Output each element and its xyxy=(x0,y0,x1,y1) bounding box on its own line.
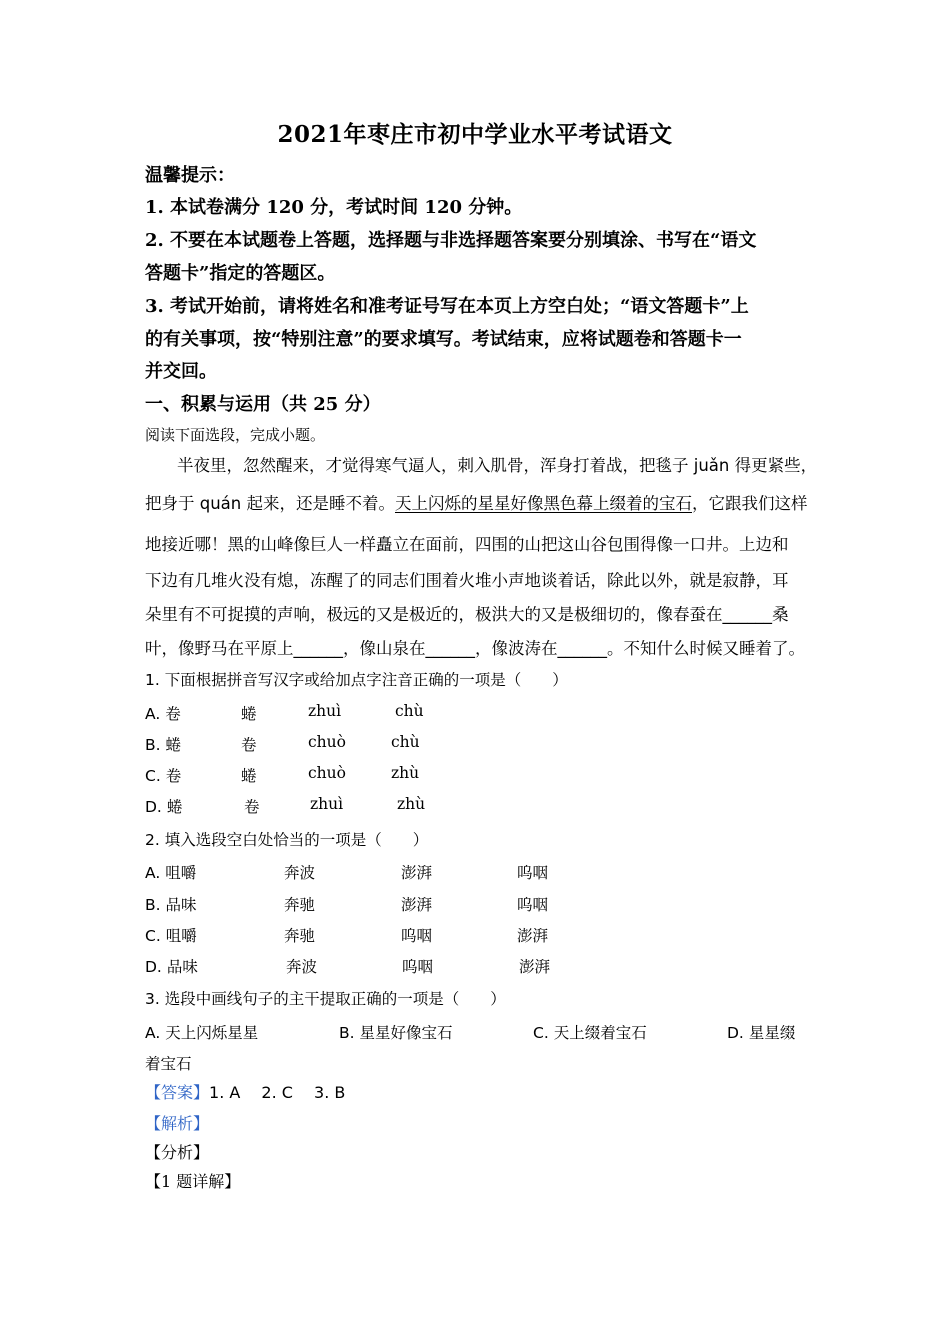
q1-option-d-cell-3: zhuì xyxy=(310,795,344,813)
option-text: 天上闪烁星星 xyxy=(165,1024,259,1042)
q3-option-d[interactable] xyxy=(727,1021,795,1043)
q1-option-c-cell-2: 蜷 xyxy=(241,767,257,785)
passage-line-6: 叶，像野马在平原上______，像山泉在______，像波涛在______。不知什么时候又睡着了。 xyxy=(145,639,805,658)
option-cell: 卷 xyxy=(165,705,181,723)
question-1-stem xyxy=(145,668,568,690)
q2-option-c-cell-4: 澎湃 xyxy=(517,927,549,945)
q1-option-b-cell-4: chù xyxy=(391,733,420,751)
question-text: 下面根据拼音写汉字或给加点字注音正确的一项是（ ） xyxy=(164,671,568,689)
q1-option-d[interactable] xyxy=(145,795,182,817)
option-label: D. xyxy=(727,1024,744,1042)
q2-option-b-cell-4: 呜咽 xyxy=(517,896,549,914)
passage-line-3: 地接近哪！黑的山峰像巨人一样矗立在面前，四围的山把这山谷包围得像一口井。上边和 xyxy=(145,535,789,554)
answer-tag: 【答案】 xyxy=(145,1083,210,1102)
question-number: 2. xyxy=(145,831,160,849)
hint-item-3-line-3: 并交回。 xyxy=(145,361,217,382)
q2-option-d-cell-4: 澎湃 xyxy=(519,958,551,976)
option-cell: 品味 xyxy=(166,958,198,976)
q1-option-c[interactable] xyxy=(145,764,181,786)
page-title: 2021年枣庄市初中学业水平考试语文 xyxy=(277,121,673,148)
question-number: 1. xyxy=(145,671,160,689)
analysis-tag: 【解析】 xyxy=(145,1114,210,1133)
option-label: D. xyxy=(145,958,162,976)
q1-option-a-cell-4: chù xyxy=(395,702,424,720)
q2-option-a-cell-3: 澎湃 xyxy=(401,864,433,882)
q2-option-c[interactable] xyxy=(145,924,197,946)
q1-option-d-cell-2: 卷 xyxy=(244,798,260,816)
option-text: 天上缀着宝石 xyxy=(553,1024,647,1042)
hints-heading: 温馨提示： xyxy=(145,165,235,186)
answer-line xyxy=(145,1080,345,1103)
analysis-fenxi: 【分析】 xyxy=(145,1143,210,1162)
question-2-stem xyxy=(145,828,428,850)
hint-item-2-line-1: 2. 不要在本试题卷上答题，选择题与非选择题答案要分别填涂、书写在“语文 xyxy=(145,230,757,251)
passage-line-5: 朵里有不可捉摸的声响，极远的又是极近的，极洪大的又是极细切的，像春蚕在______桑 xyxy=(145,605,789,624)
passage-line-2-end: ，它跟我们这样 xyxy=(692,494,808,513)
q3-option-a[interactable] xyxy=(145,1021,258,1043)
option-label: B. xyxy=(145,736,161,754)
q2-option-b-cell-3: 澎湃 xyxy=(401,896,433,914)
q2-option-a[interactable] xyxy=(145,861,196,883)
q2-option-a-cell-2: 奔波 xyxy=(284,864,316,882)
hint-item-3-line-2: 的有关事项，按“特别注意”的要求填写。考试结束，应将试题卷和答题卡一 xyxy=(145,329,742,350)
option-cell: 蜷 xyxy=(165,736,182,754)
q2-option-b-cell-2: 奔驰 xyxy=(284,896,316,914)
q1-option-d-cell-4: zhù xyxy=(397,795,426,813)
option-label: C. xyxy=(145,927,161,945)
question-3-stem xyxy=(145,987,506,1009)
underlined-sentence: 天上闪烁的星星好像黑色幕上缀着的宝石 xyxy=(395,494,692,513)
q1-option-a-cell-2: 蜷 xyxy=(241,705,257,723)
section-intro: 阅读下面选段，完成小题。 xyxy=(145,426,326,444)
passage-line-1: 半夜里，忽然醒来，才觉得寒气逼人，刺入肌骨，浑身打着战，把毯子 juǎn 得更紧些， xyxy=(177,456,818,475)
option-label: C. xyxy=(533,1024,549,1042)
option-label: B. xyxy=(145,896,161,914)
hint-item-3-line-1: 3. 考试开始前，请将姓名和准考证号写在本页上方空白处；“语文答题卡”上 xyxy=(145,296,749,317)
question-number: 3. xyxy=(145,990,160,1008)
answer-text: 1. A 2. C 3. B xyxy=(209,1083,346,1102)
q2-option-b[interactable] xyxy=(145,893,197,915)
q3-option-d-continued: 着宝石 xyxy=(145,1055,192,1073)
q3-option-b[interactable] xyxy=(339,1021,453,1043)
q1-option-a-cell-3: zhuì xyxy=(308,702,342,720)
question-text: 填入选段空白处恰当的一项是（ ） xyxy=(164,831,429,849)
option-cell: 咀嚼 xyxy=(165,864,197,882)
q1-option-b-cell-2: 卷 xyxy=(241,736,257,754)
q2-option-a-cell-4: 呜咽 xyxy=(517,864,549,882)
q2-option-d-cell-2: 奔波 xyxy=(286,958,318,976)
q1-option-b-cell-3: chuò xyxy=(308,733,346,751)
option-label: D. xyxy=(145,798,162,816)
option-cell: 品味 xyxy=(165,896,197,914)
q2-option-c-cell-3: 呜咽 xyxy=(401,927,433,945)
q1-option-c-cell-4: zhù xyxy=(391,764,420,782)
passage-line-2 xyxy=(145,490,808,514)
option-cell: 咀嚼 xyxy=(165,927,197,945)
q1-option-a[interactable] xyxy=(145,702,181,724)
option-label: C. xyxy=(145,767,161,785)
hint-item-2-line-2: 答题卡”指定的答题区。 xyxy=(145,263,336,284)
option-cell: 蜷 xyxy=(166,798,183,816)
option-text: 星星好像宝石 xyxy=(359,1024,453,1042)
q2-option-d[interactable] xyxy=(145,955,198,977)
question-text: 选段中画线句子的主干提取正确的一项是（ ） xyxy=(164,990,506,1008)
option-label: A. xyxy=(145,864,161,882)
hint-item-1: 1. 本试卷满分 120 分，考试时间 120 分钟。 xyxy=(145,197,523,218)
section-heading: 一、积累与运用（共 25 分） xyxy=(145,394,381,415)
option-cell: 卷 xyxy=(165,767,182,785)
passage-line-4: 下边有几堆火没有熄，冻醒了的同志们围着火堆小声地谈着话，除此以外，就是寂静，耳 xyxy=(145,571,789,590)
q1-option-c-cell-3: chuò xyxy=(308,764,346,782)
q3-option-c[interactable] xyxy=(533,1021,647,1043)
passage-line-2-start: 把身于 quán 起来，还是睡不着。 xyxy=(145,494,395,513)
option-label: B. xyxy=(339,1024,355,1042)
q2-option-d-cell-3: 呜咽 xyxy=(402,958,434,976)
q1-option-b[interactable] xyxy=(145,733,181,755)
option-label: A. xyxy=(145,705,161,723)
q2-option-c-cell-2: 奔驰 xyxy=(284,927,316,945)
option-text: 星星缀 xyxy=(748,1024,796,1042)
analysis-detail-heading: 【1 题详解】 xyxy=(145,1172,241,1191)
option-label: A. xyxy=(145,1024,161,1042)
